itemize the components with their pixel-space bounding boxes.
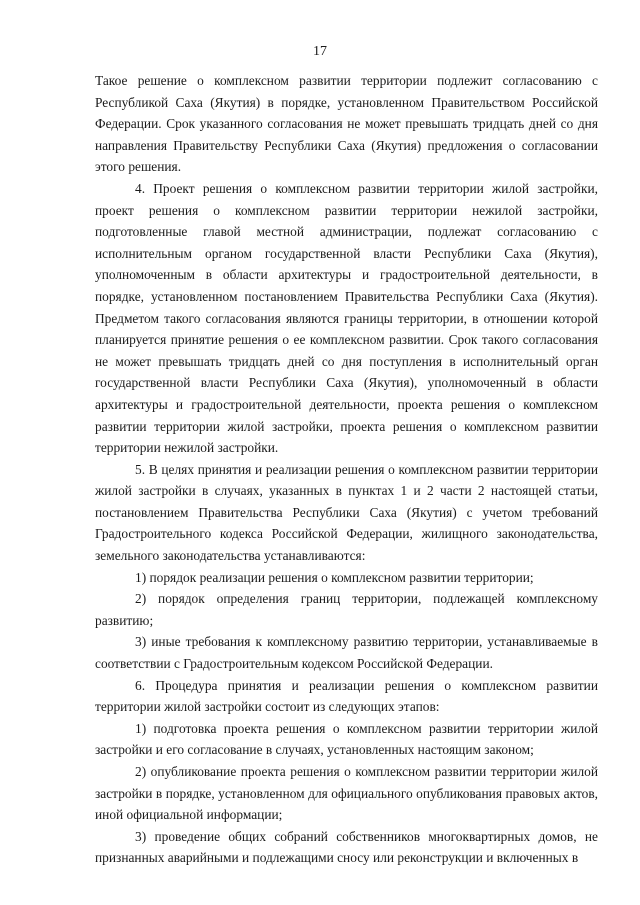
paragraph-item-5: 5. В целях принятия и реализации решения о комплексном развитии территории жилой застройки в случаях, указанных в пунктах 1 и 2 части 2 настоящей статьи, постановлением Правительства Республики Саха (Якутия) с учетом требований Градостроительного кодекса Российской Федерации, жилищного законодательства, земельного законодательства устанавливаются: bbox=[95, 461, 598, 564]
paragraph-item-4: 4. Проект решения о комплексном развитии территории жилой застройки, проект решения о комплексном развитии территории нежилой застройки, подготовленные главой местной администрации, подлежат согласованию с исполнительным органом государственной власти Республики Саха (Якутия), уполномоченным в области архитектуры и градостроительной деятельности, в порядке, установленном постановлением Правительства Республики Саха (Якутия). Предметом такого согласования являются границы территории, в отношении которой планируется принятие решения о ее комплексном развитии. Срок такого согласования не может превышать тридцать дней со дня поступления в исполнительный орган государственной власти Республики Саха (Якутия), уполномоченный в области архитектуры и градостроительной деятельности, проекта решения о комплексном развитии территории жилой застройки, проекта решения о комплексном развитии территории нежилой застройки. bbox=[95, 180, 598, 456]
list-item-5-2: 2) порядок определения границ территории, подлежащей комплексному развитию; bbox=[95, 591, 598, 628]
list-item-6-2: 2) опубликование проекта решения о комплексном развитии территории жилой застройки в порядке, установленном для официального опубликования правовых актов, иной официальной информации; bbox=[95, 764, 598, 823]
list-item-6-3: 3) проведение общих собраний собственников многоквартирных домов, не признанных аварийными и подлежащими сносу или реконструкции и включенных в bbox=[95, 828, 598, 866]
list-item-5-3: 3) иные требования к комплексному развитию территории, устанавливаемые в соответствии с Градостроительным кодексом Российской Федерации. bbox=[95, 634, 598, 672]
list-item-5-1: 1) порядок реализации решения о комплексном развитии территории; bbox=[135, 569, 534, 585]
paragraph-continuation: Такое решение о комплексном развитии территории подлежит согласованию с Республикой Саха (Якутия) в порядке, установленном Правительством Российской Федерации. Срок указанного согласования не может превышать тридцать дней со дня направления Правительству Республики Саха (Якутия) предложения о согласовании этого решения. bbox=[95, 73, 598, 175]
page-number: 17 bbox=[313, 44, 327, 59]
list-item-6-1: 1) подготовка проекта решения о комплексном развитии территории жилой застройки и его согласование в случаях, установленных настоящим законом; bbox=[95, 720, 598, 758]
paragraph-item-6: 6. Процедура принятия и реализации решения о комплексном развитии территории жилой застройки состоит из следующих этапов: bbox=[95, 677, 598, 715]
body-text bbox=[95, 70, 598, 869]
